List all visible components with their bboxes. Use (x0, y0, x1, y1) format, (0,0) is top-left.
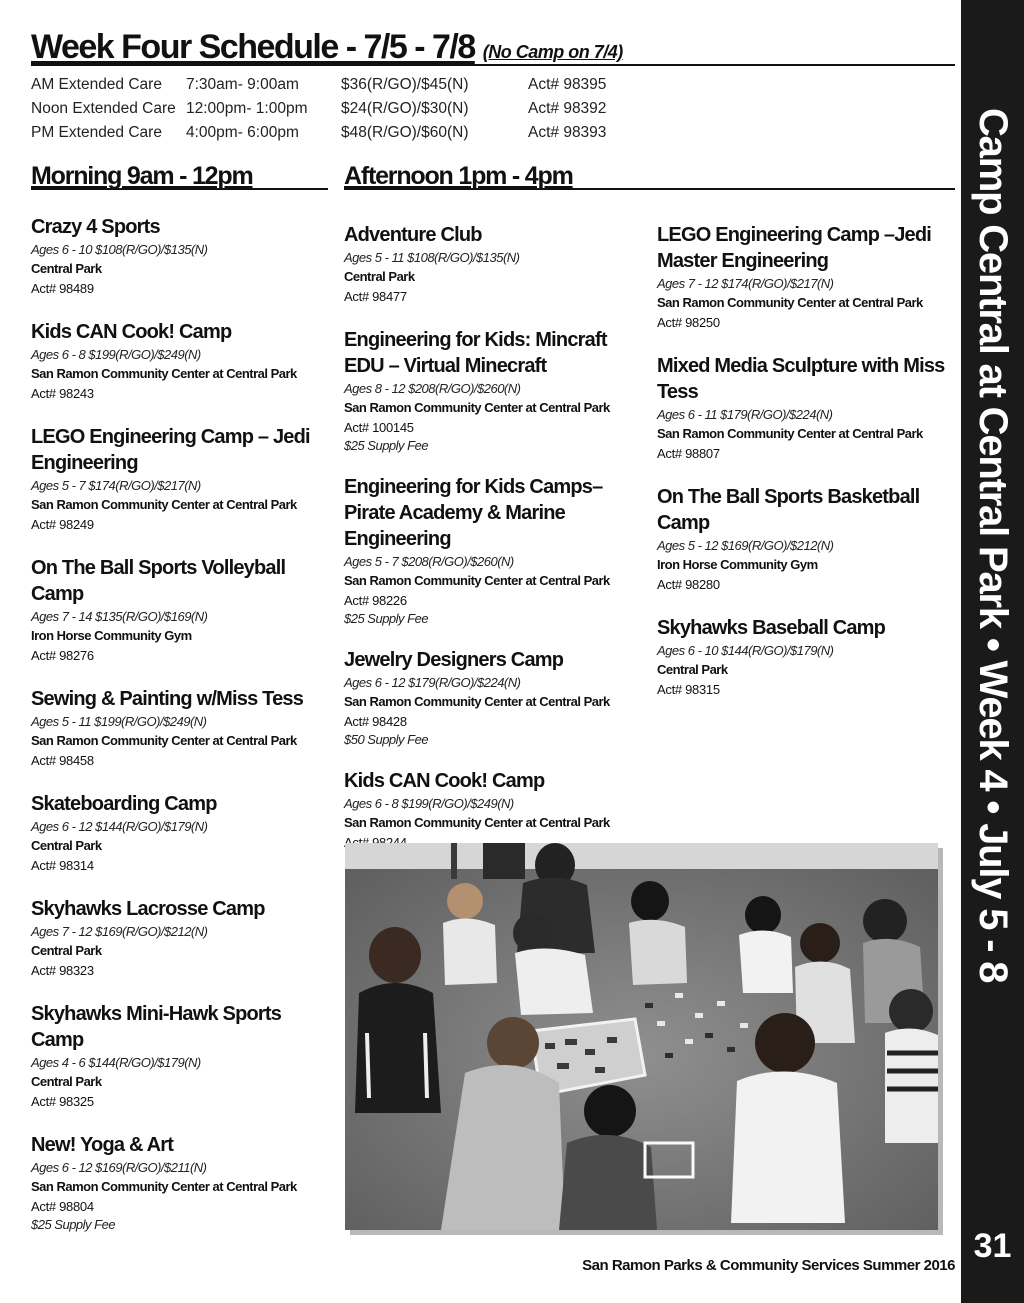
camp-ages-price: Ages 6 - 8 $199(R/GO)/$249(N) (344, 796, 514, 811)
camp-location: Central Park (31, 943, 102, 958)
camp-name: LEGO Engineering Camp –Jedi Master Engineering (657, 224, 932, 272)
camp-listing (31, 214, 331, 299)
camp-ages-price: Ages 6 - 8 $199(R/GO)/$249(N) (31, 347, 201, 362)
camp-location: San Ramon Community Center at Central Park (344, 815, 610, 830)
camp-ages-price: Ages 6 - 12 $169(R/GO)/$211(N) (31, 1160, 207, 1175)
care-price: $48(R/GO)/$60(N) (341, 124, 469, 141)
camp-listing (657, 615, 957, 700)
camp-location: San Ramon Community Center at Central Park (31, 1179, 297, 1194)
camp-ages-price: Ages 6 - 12 $179(R/GO)/$224(N) (344, 675, 521, 690)
extended-care-row (31, 122, 651, 146)
camp-listing (31, 686, 331, 771)
camp-listing (31, 424, 331, 535)
camp-listing (31, 555, 331, 666)
camp-location: San Ramon Community Center at Central Park (344, 400, 610, 415)
care-time: 4:00pm- 6:00pm (186, 124, 299, 141)
camp-name: Crazy 4 Sports (31, 216, 160, 238)
camp-ages-price: Ages 8 - 12 $208(R/GO)/$260(N) (344, 381, 521, 396)
camp-name: Engineering for Kids: Mincraft EDU – Virtual Minecraft (344, 329, 607, 377)
camp-name: Jewelry Designers Camp (344, 649, 564, 671)
camp-ages-price: Ages 5 - 7 $208(R/GO)/$260(N) (344, 554, 514, 569)
camp-ages-price: Ages 5 - 7 $174(R/GO)/$217(N) (31, 478, 201, 493)
camp-activity-number: Act# 98807 (657, 446, 720, 461)
care-time: 7:30am- 9:00am (186, 76, 299, 93)
camp-location: Iron Horse Community Gym (657, 557, 818, 572)
care-act: Act# 98392 (528, 100, 607, 117)
care-price: $36(R/GO)/$45(N) (341, 76, 469, 93)
morning-camp-list (31, 214, 331, 1253)
camp-ages-price: Ages 7 - 12 $169(R/GO)/$212(N) (31, 924, 208, 939)
camp-listing (31, 791, 331, 876)
extended-care-row (31, 98, 651, 122)
camp-supply-fee: $25 Supply Fee (344, 611, 429, 626)
camp-activity-number: Act# 98428 (344, 714, 407, 729)
camp-ages-price: Ages 7 - 12 $174(R/GO)/$217(N) (657, 276, 834, 291)
camp-ages-price: Ages 5 - 11 $108(R/GO)/$135(N) (344, 250, 520, 265)
camp-name: On The Ball Sports Volleyball Camp (31, 557, 286, 605)
camp-activity-number: Act# 98804 (31, 1199, 94, 1214)
camp-listing (31, 896, 331, 981)
camp-location: Central Park (31, 1074, 102, 1089)
care-name: PM Extended Care (31, 124, 162, 141)
camp-location: San Ramon Community Center at Central Park (344, 573, 610, 588)
camp-activity-number: Act# 98323 (31, 963, 94, 978)
camp-ages-price: Ages 6 - 12 $144(R/GO)/$179(N) (31, 819, 208, 834)
camp-ages-price: Ages 5 - 12 $169(R/GO)/$212(N) (657, 538, 834, 553)
schedule-title: Week Four Schedule - 7/5 - 7/8 (31, 28, 475, 66)
camp-activity-number: Act# 98489 (31, 281, 94, 296)
camp-supply-fee: $25 Supply Fee (344, 438, 429, 453)
camp-activity-number: Act# 98325 (31, 1094, 94, 1109)
camp-activity-number: Act# 98314 (31, 858, 94, 873)
camp-location: Central Park (657, 662, 728, 677)
extended-care-table (31, 74, 651, 146)
children-lego-photo (345, 843, 938, 1230)
camp-activity-number: Act# 98280 (657, 577, 720, 592)
footer-credit: San Ramon Parks & Community Services Summer 2016 (582, 1257, 955, 1274)
no-camp-note: (No Camp on 7/4) (482, 42, 623, 62)
camp-supply-fee: $50 Supply Fee (344, 732, 429, 747)
camp-location: San Ramon Community Center at Central Park (31, 733, 297, 748)
camp-activity-number: Act# 98250 (657, 315, 720, 330)
page-title (31, 28, 955, 66)
morning-heading-text: Morning 9am - 12pm (31, 162, 253, 190)
camp-activity-number: Act# 98276 (31, 648, 94, 663)
morning-heading (31, 162, 328, 190)
camp-listing (344, 222, 644, 307)
camp-activity-number: Act# 100145 (344, 420, 414, 435)
care-time: 12:00pm- 1:00pm (186, 100, 308, 117)
camp-name: LEGO Engineering Camp – Jedi Engineering (31, 426, 310, 474)
camp-listing (657, 353, 957, 464)
care-price: $24(R/GO)/$30(N) (341, 100, 469, 117)
sidebar-title: Camp Central at Central Park • Week 4 • July 5 - 8 (971, 108, 1015, 983)
page-number: 31 (973, 1227, 1012, 1265)
camp-listing (31, 1132, 331, 1233)
care-name: Noon Extended Care (31, 100, 176, 117)
camp-location: San Ramon Community Center at Central Park (344, 694, 610, 709)
afternoon-heading (344, 162, 955, 190)
camp-listing (344, 768, 644, 853)
camp-name: Kids CAN Cook! Camp (344, 770, 545, 792)
camp-location: San Ramon Community Center at Central Park (31, 497, 297, 512)
camp-listing (344, 647, 644, 748)
afternoon-heading-text: Afternoon 1pm - 4pm (344, 162, 573, 190)
camp-name: Skyhawks Mini-Hawk Sports Camp (31, 1003, 282, 1051)
camp-activity-number: Act# 98249 (31, 517, 94, 532)
camp-activity-number: Act# 98226 (344, 593, 407, 608)
camp-name: On The Ball Sports Basketball Camp (657, 486, 920, 534)
care-act: Act# 98393 (528, 124, 607, 141)
camp-activity-number: Act# 98243 (31, 386, 94, 401)
camp-name: Skyhawks Lacrosse Camp (31, 898, 265, 920)
camp-name: Skateboarding Camp (31, 793, 217, 815)
camp-activity-number: Act# 98477 (344, 289, 407, 304)
camp-supply-fee: $25 Supply Fee (31, 1217, 116, 1232)
camp-listing (344, 474, 644, 627)
camp-name: Adventure Club (344, 224, 482, 246)
camp-activity-number: Act# 98315 (657, 682, 720, 697)
camp-name: Kids CAN Cook! Camp (31, 321, 232, 343)
camp-ages-price: Ages 6 - 10 $108(R/GO)/$135(N) (31, 242, 208, 257)
afternoon-camp-list-left (344, 222, 644, 873)
camp-name: Mixed Media Sculpture with Miss Tess (657, 355, 945, 403)
care-act: Act# 98395 (528, 76, 607, 93)
camp-listing (31, 1001, 331, 1112)
camp-location: San Ramon Community Center at Central Park (657, 426, 923, 441)
camp-location: San Ramon Community Center at Central Park (657, 295, 923, 310)
camp-listing (344, 327, 644, 454)
camp-listing (657, 222, 957, 333)
care-name: AM Extended Care (31, 76, 162, 93)
camp-name: Skyhawks Baseball Camp (657, 617, 886, 639)
camp-name: Engineering for Kids Camps– Pirate Academy & Marine Engineering (344, 476, 603, 550)
camp-listing (31, 319, 331, 404)
camp-location: Central Park (31, 261, 102, 276)
camp-ages-price: Ages 4 - 6 $144(R/GO)/$179(N) (31, 1055, 201, 1070)
camp-ages-price: Ages 7 - 14 $135(R/GO)/$169(N) (31, 609, 208, 624)
camp-photo (345, 843, 938, 1230)
camp-ages-price: Ages 5 - 11 $199(R/GO)/$249(N) (31, 714, 207, 729)
camp-location: Central Park (344, 269, 415, 284)
camp-ages-price: Ages 6 - 11 $179(R/GO)/$224(N) (657, 407, 833, 422)
afternoon-camp-list-right (657, 222, 957, 720)
camp-listing (657, 484, 957, 595)
camp-location: Central Park (31, 838, 102, 853)
camp-activity-number: Act# 98458 (31, 753, 94, 768)
extended-care-row (31, 74, 651, 98)
camp-ages-price: Ages 6 - 10 $144(R/GO)/$179(N) (657, 643, 834, 658)
camp-location: Iron Horse Community Gym (31, 628, 192, 643)
camp-location: San Ramon Community Center at Central Park (31, 366, 297, 381)
camp-name: New! Yoga & Art (31, 1134, 174, 1156)
camp-name: Sewing & Painting w/Miss Tess (31, 688, 304, 710)
